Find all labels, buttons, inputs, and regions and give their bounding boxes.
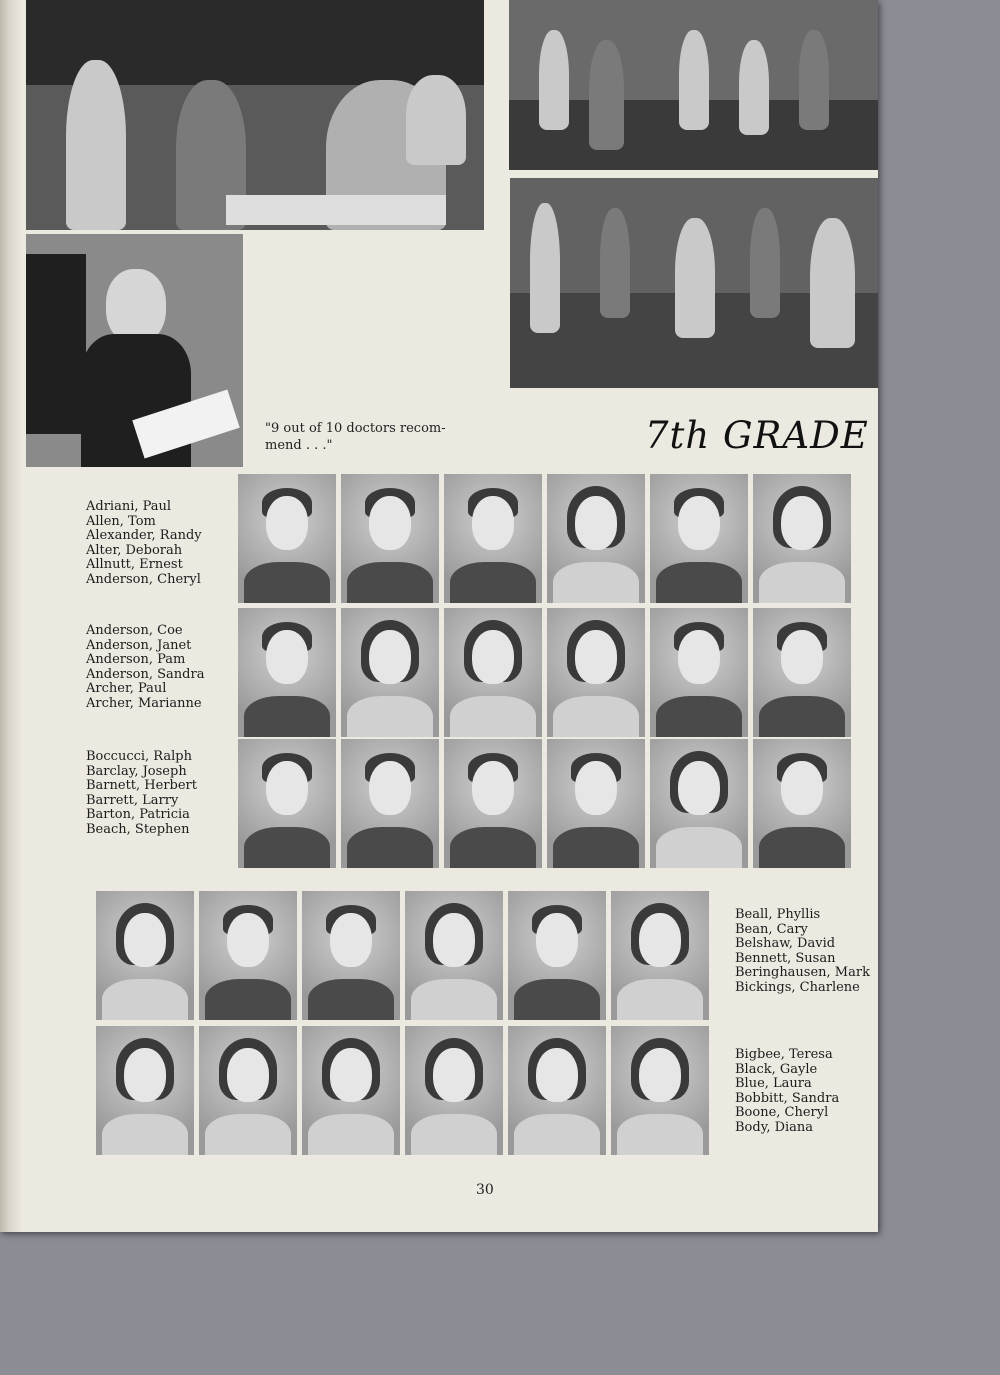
- student-portrait: [508, 891, 606, 1020]
- page-spine: [0, 0, 22, 1232]
- student-name: Beach, Stephen: [86, 821, 190, 837]
- student-name: Anderson, Sandra: [86, 666, 205, 682]
- page-number: 30: [476, 1182, 494, 1198]
- classroom-photo: [26, 0, 484, 230]
- student-portrait: [547, 474, 645, 603]
- student-portrait: [547, 739, 645, 868]
- student-portrait: [611, 1026, 709, 1155]
- name-list-2: [86, 624, 204, 712]
- student-portrait: [650, 608, 748, 737]
- name-list-5: [735, 1048, 839, 1136]
- student-portrait: [341, 739, 439, 868]
- student-portrait: [444, 739, 542, 868]
- student-name: Allen, Tom: [86, 513, 156, 529]
- student-portrait: [96, 891, 194, 1020]
- student-portrait: [508, 1026, 606, 1155]
- student-portrait: [753, 608, 851, 737]
- student-portrait: [96, 1026, 194, 1155]
- student-name: Black, Gayle: [735, 1061, 818, 1077]
- student-portrait: [302, 891, 400, 1020]
- student-name: Archer, Paul: [86, 681, 167, 697]
- student-name: Bobbitt, Sandra: [735, 1090, 840, 1106]
- student-name: Barnett, Herbert: [86, 778, 197, 794]
- student-portrait: [753, 739, 851, 868]
- student-name: Barrett, Larry: [86, 792, 179, 808]
- student-portrait: [199, 891, 297, 1020]
- student-portrait: [650, 739, 748, 868]
- gym-photo-top: [509, 0, 878, 170]
- student-name: Anderson, Janet: [86, 637, 192, 653]
- student-portrait: [238, 608, 336, 737]
- gym-photo-bottom: [510, 178, 878, 388]
- student-name: Boccucci, Ralph: [86, 749, 192, 764]
- student-name: Blue, Laura: [735, 1076, 812, 1092]
- student-name: Adriani, Paul: [86, 499, 172, 514]
- photo-caption: "9 out of 10 doctors recom- mend . . .": [265, 421, 446, 453]
- student-name: Bennett, Susan: [735, 950, 836, 966]
- student-portrait: [444, 474, 542, 603]
- student-name: Boone, Cheryl: [735, 1105, 829, 1121]
- student-name: Bean, Cary: [735, 921, 808, 937]
- student-name: Alexander, Randy: [86, 528, 202, 544]
- student-portrait: [238, 739, 336, 868]
- student-portrait: [444, 608, 542, 737]
- student-name: Body, Diana: [735, 1119, 814, 1135]
- name-list-4: [735, 908, 870, 996]
- name-list-1: [86, 500, 202, 588]
- student-portrait: [238, 474, 336, 603]
- student-name: Anderson, Cheryl: [86, 571, 201, 587]
- student-portrait: [405, 1026, 503, 1155]
- section-title: 7th GRADE: [645, 414, 869, 457]
- student-portrait: [341, 474, 439, 603]
- student-name: Bickings, Charlene: [735, 979, 860, 995]
- student-name: Beringhausen, Mark: [735, 965, 870, 981]
- student-portrait: [341, 608, 439, 737]
- student-portrait: [547, 608, 645, 737]
- student-portrait: [753, 474, 851, 603]
- student-name: Alter, Deborah: [86, 542, 183, 558]
- student-name: Barton, Patricia: [86, 807, 190, 823]
- student-name: Belshaw, David: [735, 936, 836, 952]
- student-name: Barclay, Joseph: [86, 763, 187, 779]
- name-list-3: [86, 750, 197, 838]
- student-name: Anderson, Coe: [86, 623, 183, 638]
- student-portrait: [650, 474, 748, 603]
- student-portrait: [199, 1026, 297, 1155]
- student-name: Beall, Phyllis: [735, 907, 821, 922]
- teacher-photo: [26, 234, 243, 467]
- student-portrait: [405, 891, 503, 1020]
- student-name: Allnutt, Ernest: [86, 557, 183, 573]
- student-name: Archer, Marianne: [86, 695, 202, 711]
- student-portrait: [611, 891, 709, 1020]
- student-portrait: [302, 1026, 400, 1155]
- student-name: Anderson, Pam: [86, 652, 186, 668]
- student-name: Bigbee, Teresa: [735, 1047, 833, 1062]
